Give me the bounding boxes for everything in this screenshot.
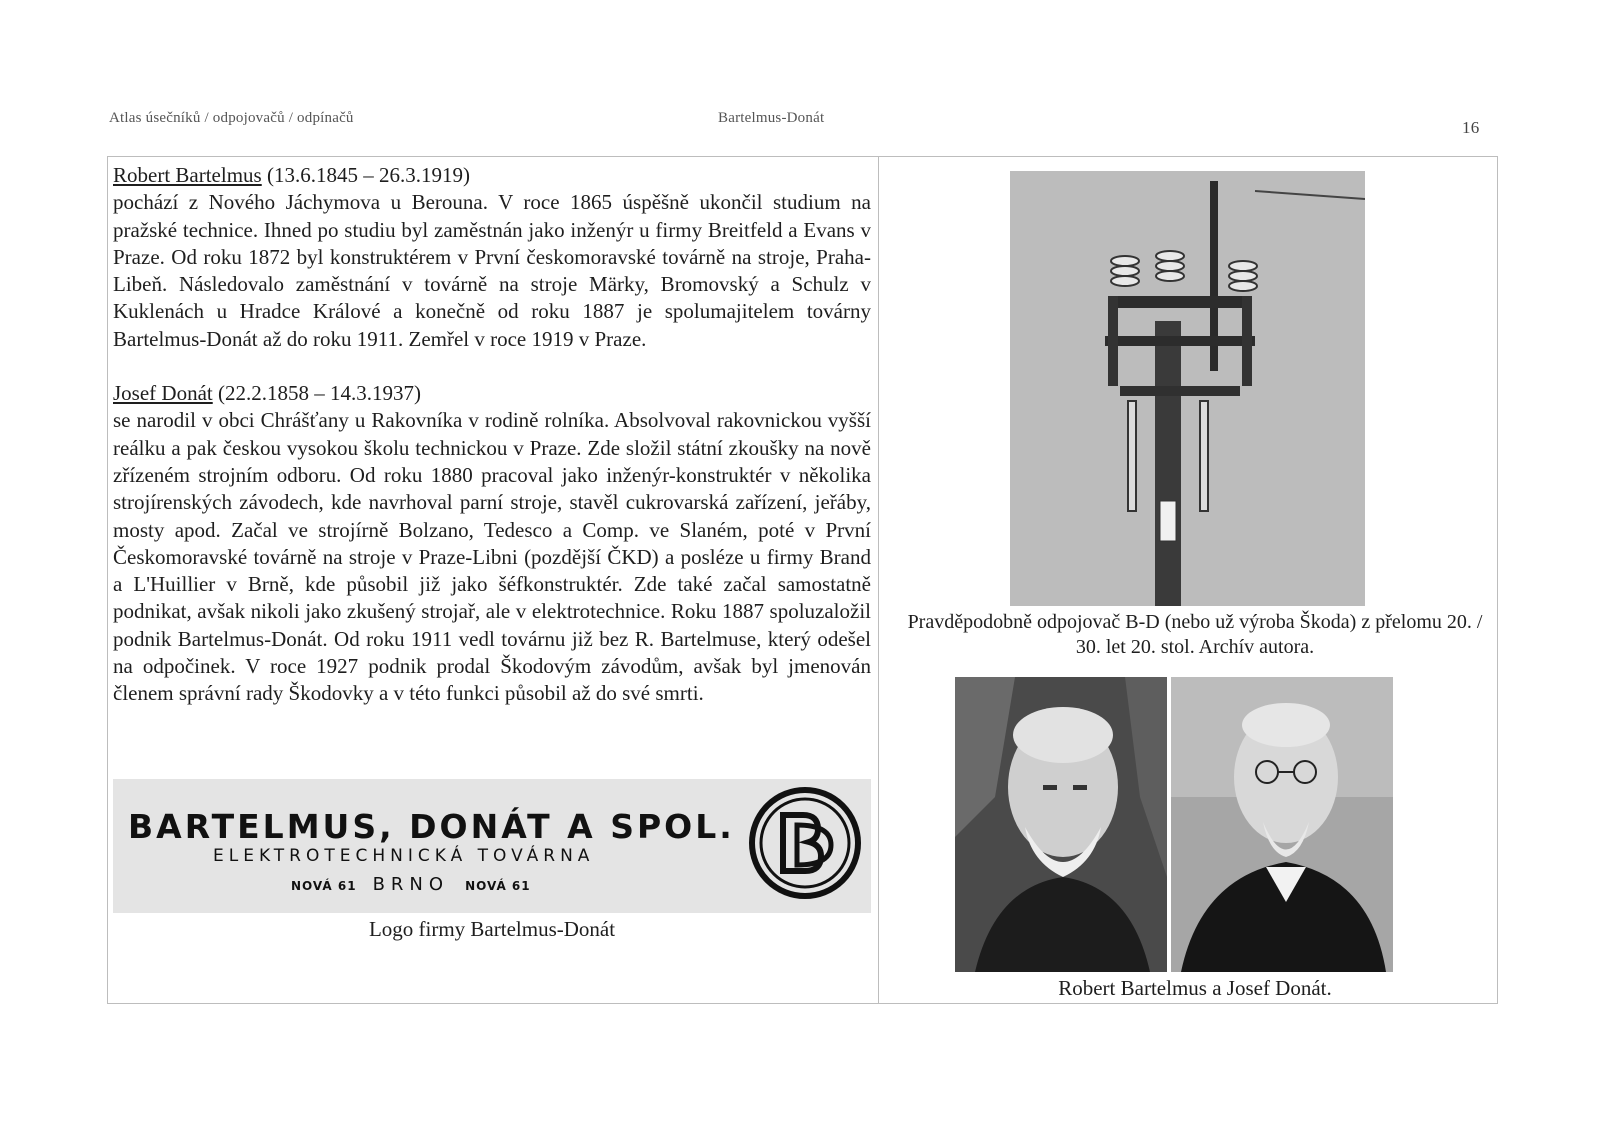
bio-bartelmus-text: pochází z Nového Jáchymova u Berouna. V roce 1865 úspěšně ukončil studium na pražské technice. Ihned po studiu byl zaměstnán jako inženýr u firmy Breitfeld a Evans v Praze. Od roku 1872 byl konstruktérem v První českomoravské továrně na stroje, Praha-Libeň. Následovalo zaměstnání v továrně na stroje Märky, Bromovský a Schulz v Kuklenách u Hradce Králové a konečně od roku 1887 je spolumajitelem továrny Bartelmus-Donát až do roku 1911. Zemřel v roce 1919 v Praze. [113,190,871,351]
bio-bartelmus-heading [113,162,871,189]
disconnector-photo [1010,171,1365,606]
bio-donat-heading [113,380,871,407]
logo-company-name: BARTELMUS, DONÁT A SPOL. [128,807,735,846]
bartelmus-dates: (13.6.1845 – 26.3.1919) [261,163,470,187]
bio-donat-text: se narodil v obci Chrášťany u Rakovníka v rodině rolníka. Absolvoval rakovnickou vyšší reálku a pak českou vysokou školu technickou v Praze. Zde složil státní zkoušky na nově zřízeném strojním odboru. Od roku 1880 pracoval jako inženýr-konstruktér v několika strojírenských závodech, kde navrhoval parní stroje, stavěl cukrovarská zařízení, jeřáby, mosty apod. Začal ve strojírně Bolzano, Tedesco a Comp. ve Slaném, poté v První Českomoravské továrně na stroje v Praze-Libni (pozdější ČKD) a posléze u firmy Brand a L'Huillier v Brně, kde působil již jako šéfkonstruktér. Zde také začal samostatně podnikat, avšak nikoli jako zkušený strojař, ale v elektrotechnice. Roku 1887 spoluzaložil podnik Bartelmus-Donát. Od roku 1911 vedl továrnu již bez R. Bartelmuse, který odešel na odpočinek. V roce 1927 podnik prodal Škodovým závodům, avšak byl jmenován členem správní rady Škodovky a v této funkci působil až do své smrti. [113,408,871,706]
portrait-bartelmus [955,677,1167,972]
portraits-caption: Robert Bartelmus a Josef Donát. [1058,976,1332,1000]
page-number: 16 [1462,118,1480,137]
logo-city: BRNO [372,874,450,895]
biographies [113,162,871,708]
running-header-title: Atlas úsečníků / odpojovačů / odpínačů [109,110,354,126]
column-divider [878,156,879,1004]
donat-dates: (22.2.1858 – 14.3.1937) [212,381,421,406]
company-logo [113,779,871,913]
logo-address-left: NOVÁ 61 [291,879,357,893]
bd-emblem-icon [747,785,863,901]
logo-caption: Logo firmy Bartelmus-Donát [368,917,616,941]
donat-name: Josef Donát [113,381,213,406]
bartelmus-name: Robert Bartelmus [113,163,262,187]
running-header-section: Bartelmus-Donát [718,110,825,126]
logo-address [291,874,531,895]
logo-address-right: NOVÁ 61 [465,879,531,893]
logo-subtitle: ELEKTROTECHNICKÁ TOVÁRNA [213,846,595,866]
disconnector-photo-caption: Pravděpodobně odpojovač B-D (nebo už výroba Škoda) z přelomu 20. / 30. let 20. stol. Archív autora. [907,611,1483,658]
portrait-donat [1171,677,1393,972]
